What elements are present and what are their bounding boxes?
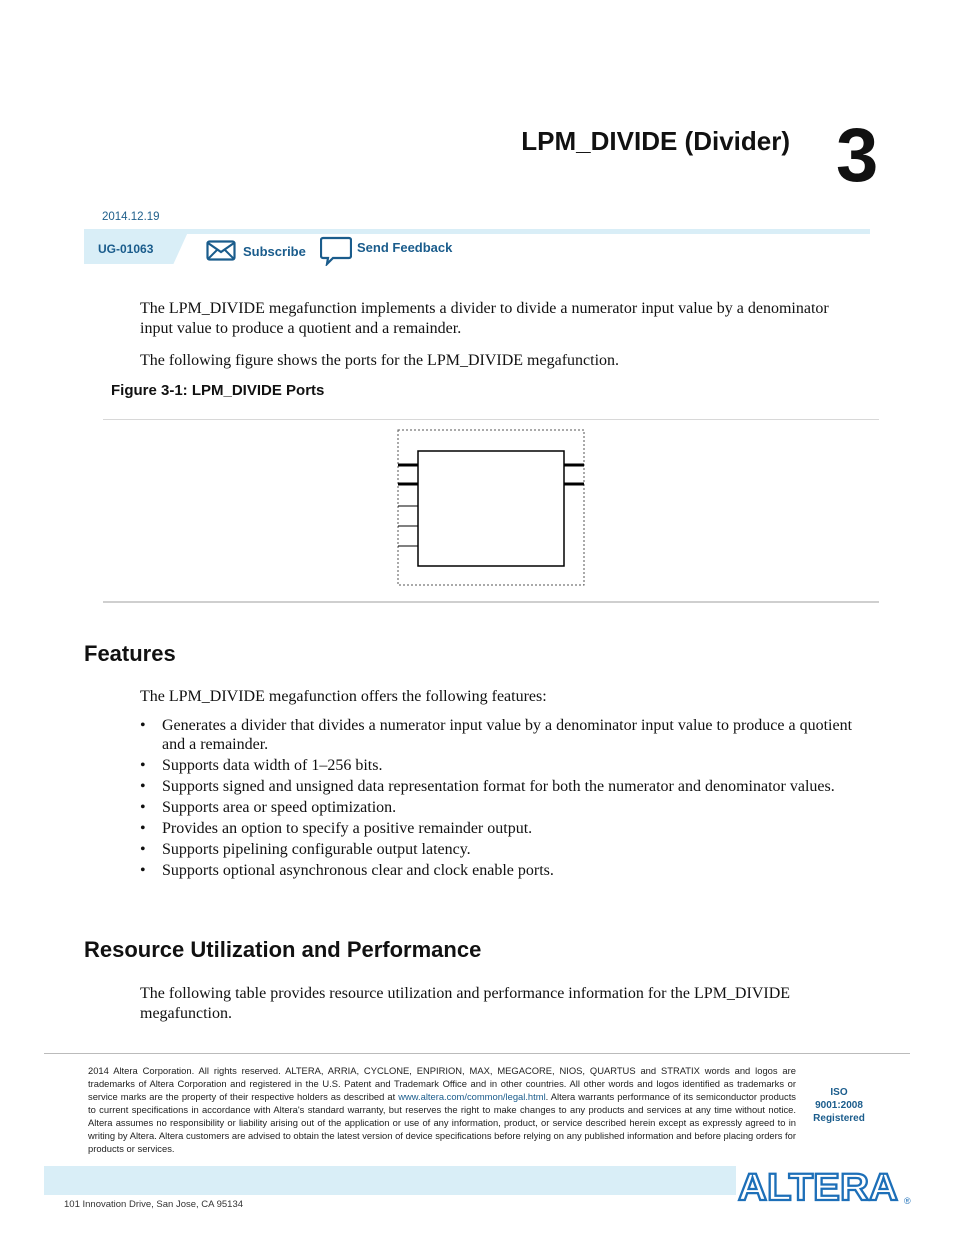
- figure-bottom-rule: [103, 601, 879, 603]
- features-list: [140, 716, 852, 882]
- list-item: • Supports optional asynchronous clear and clock enable ports.: [140, 861, 852, 880]
- list-item: • Supports data width of 1–256 bits.: [140, 756, 852, 775]
- registered-mark: ®: [904, 1196, 911, 1206]
- legal-text-end: . Altera warrants performance of its semiconductor products to current specifications in accordance with Altera's standard warranty, but reserves the right to make changes to any products and services at any time without notice. Altera assumes no responsibility or liability arising out of the application or use of any information, product, or service described herein except as expressly agreed to in writing by Altera. Altera customers are advised to obtain the latest version of device specifications before relying on any published information and before placing orders for products or services.: [88, 1091, 796, 1154]
- document-date: 2014.12.19: [102, 211, 160, 223]
- list-item: • Generates a divider that divides a numerator input value by a denominator input value to produce a quotient and a remainder.: [140, 716, 852, 754]
- list-item: • Supports signed and unsigned data representation format for both the numerator and denominator values.: [140, 777, 852, 796]
- intro-paragraph-1: The LPM_DIVIDE megafunction implements a divider to divide a numerator input value by a denominator input value to produce a quotient and a remainder.: [140, 300, 829, 337]
- footer-rule: [44, 1053, 910, 1054]
- features-heading: Features: [84, 641, 176, 666]
- logo-wordmark: ALTERA: [738, 1167, 898, 1206]
- list-item: • Supports pipelining configurable output latency.: [140, 840, 852, 859]
- chapter-number: 3: [836, 113, 879, 198]
- list-item: • Provides an option to specify a positive remainder output.: [140, 819, 852, 838]
- doc-id: UG-01063: [98, 242, 154, 256]
- legal-text-start: 2014 Altera Corporation. All rights reserved. ALTERA, ARRIA, CYCLONE, ENPIRION, MAX, MEGACORE, NIOS, QUARTUS and STRATIX words and logos are trademarks of Altera Corporation and registered in the U.S. Patent and Trademark Office and in other countries. All other words and logos identified as trademarks or service marks are the property of their respective holders as described at: [88, 1065, 796, 1102]
- figure-top-rule: [103, 419, 879, 420]
- iso-line-1: ISO: [830, 1087, 848, 1098]
- footer-bar: [44, 1166, 744, 1195]
- list-item: • Supports area or speed optimization.: [140, 798, 852, 817]
- envelope-icon[interactable]: [206, 240, 236, 267]
- altera-logo: [736, 1164, 914, 1211]
- legal-notice: [88, 1064, 796, 1155]
- subscribe-link[interactable]: Subscribe: [243, 244, 306, 259]
- legal-link[interactable]: www.altera.com/common/legal.html: [398, 1091, 546, 1102]
- speech-bubble-icon[interactable]: [320, 236, 352, 271]
- intro-paragraph-2: The following figure shows the ports for the LPM_DIVIDE megafunction.: [140, 352, 620, 369]
- send-feedback-link[interactable]: Send Feedback: [357, 240, 453, 255]
- resource-heading: Resource Utilization and Performance: [84, 937, 482, 962]
- features-intro: The LPM_DIVIDE megafunction offers the following features:: [140, 688, 547, 705]
- header-ribbon: [84, 229, 870, 234]
- iso-line-2: 9001:2008: [815, 1100, 863, 1111]
- resource-paragraph: The following table provides resource utilization and performance information for the LPM_DIVIDE megafunction.: [140, 985, 791, 1022]
- port-diagram: [390, 425, 590, 595]
- company-address: 101 Innovation Drive, San Jose, CA 95134: [64, 1199, 244, 1210]
- chapter-title: LPM_DIVIDE (Divider): [521, 126, 790, 156]
- iso-registration: [804, 1086, 874, 1125]
- figure-caption: Figure 3-1: LPM_DIVIDE Ports: [111, 382, 325, 399]
- iso-line-3: Registered: [813, 1113, 865, 1124]
- divider-block: [418, 451, 564, 566]
